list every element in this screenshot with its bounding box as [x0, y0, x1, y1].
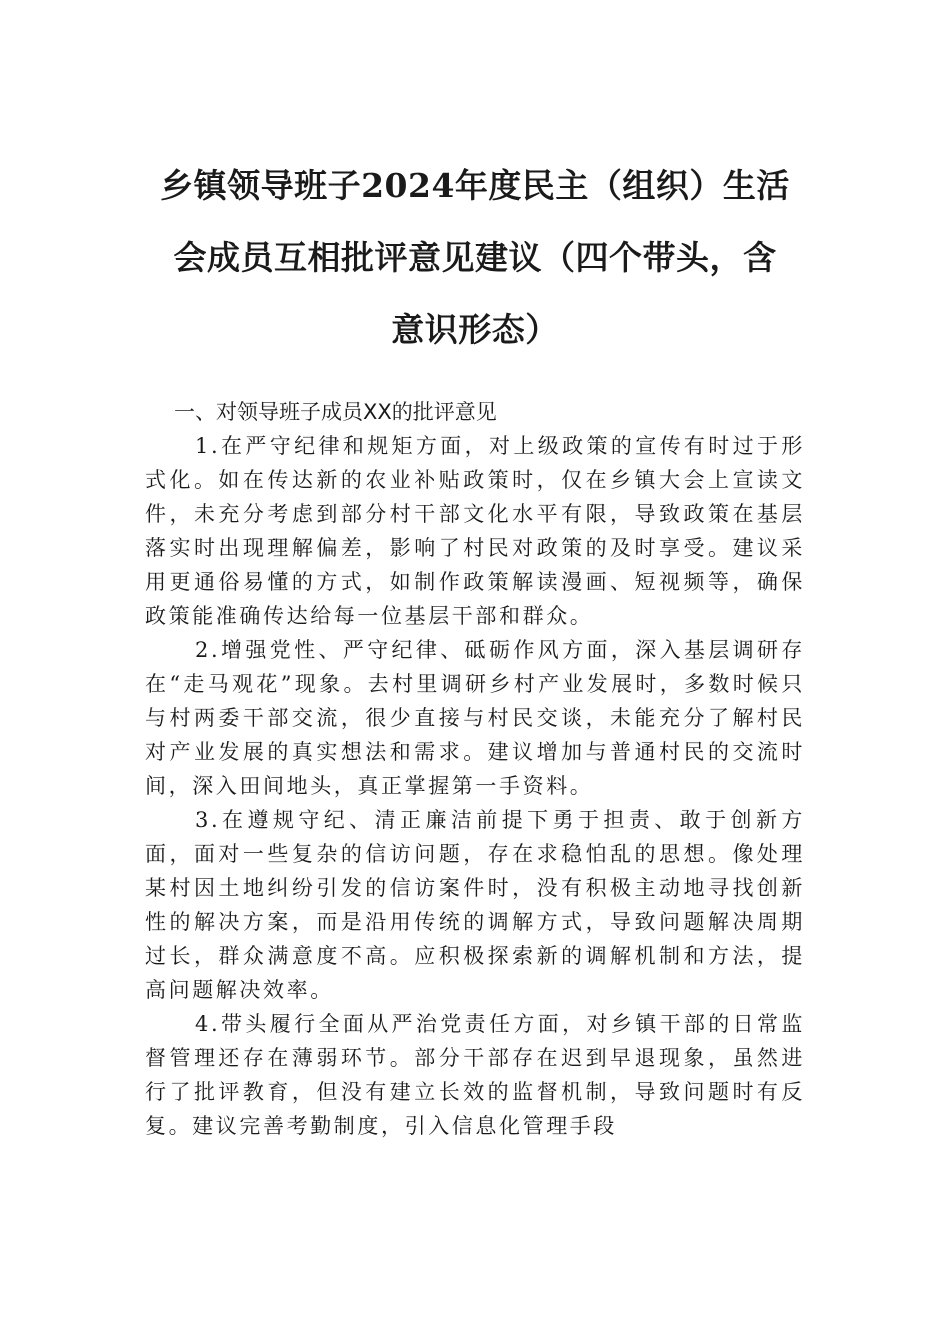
paragraph-1: 1.在严守纪律和规矩方面，对上级政策的宣传有时过于形式化。如在传达新的农业补贴政策时，仅在乡镇大会上宣读文件，未充分考虑到部分村干部文化水平有限，导致政策在基层落实时出现理解偏差，影响了村民对政策的及时享受。建议采用更通俗易懂的方式，如制作政策解读漫画、短视频等，确保政策能准确传达给每一位基层干部和群众。	[145, 434, 805, 628]
title-line-2: 会成员互相批评意见建议（四个带头，含	[173, 238, 777, 277]
document-body	[145, 395, 805, 1143]
paragraph-4: 4.带头履行全面从严治党责任方面，对乡镇干部的日常监督管理还存在薄弱环节。部分干部存在迟到早退现象，虽然进行了批评教育，但没有建立长效的监督机制，导致问题时有反复。建议完善考勤制度，引入信息化管理手段	[145, 1012, 805, 1138]
section-heading: 一、对领导班子成员XX的批评意见	[174, 400, 497, 424]
document-title	[130, 150, 820, 366]
paragraph-2: 2.增强党性、严守纪律、砥砺作风方面，深入基层调研存在“走马观花”现象。去村里调研乡村产业发展时，多数时候只与村两委干部交流，很少直接与村民交谈，未能充分了解村民对产业发展的真实想法和需求。建议增加与普通村民的交流时间，深入田间地头，真正掌握第一手资料。	[145, 638, 805, 798]
title-line-1: 乡镇领导班子2024年度民主（组织）生活	[160, 166, 790, 205]
title-line-3: 意识形态）	[391, 310, 559, 349]
paragraph-3: 3.在遵规守纪、清正廉洁前提下勇于担责、敢于创新方面，面对一些复杂的信访问题，存在求稳怕乱的思想。像处理某村因土地纠纷引发的信访案件时，没有积极主动地寻找创新性的解决方案，而是沿用传统的调解方式，导致问题解决周期过长，群众满意度不高。应积极探索新的调解机制和方法，提高问题解决效率。	[145, 808, 805, 1002]
